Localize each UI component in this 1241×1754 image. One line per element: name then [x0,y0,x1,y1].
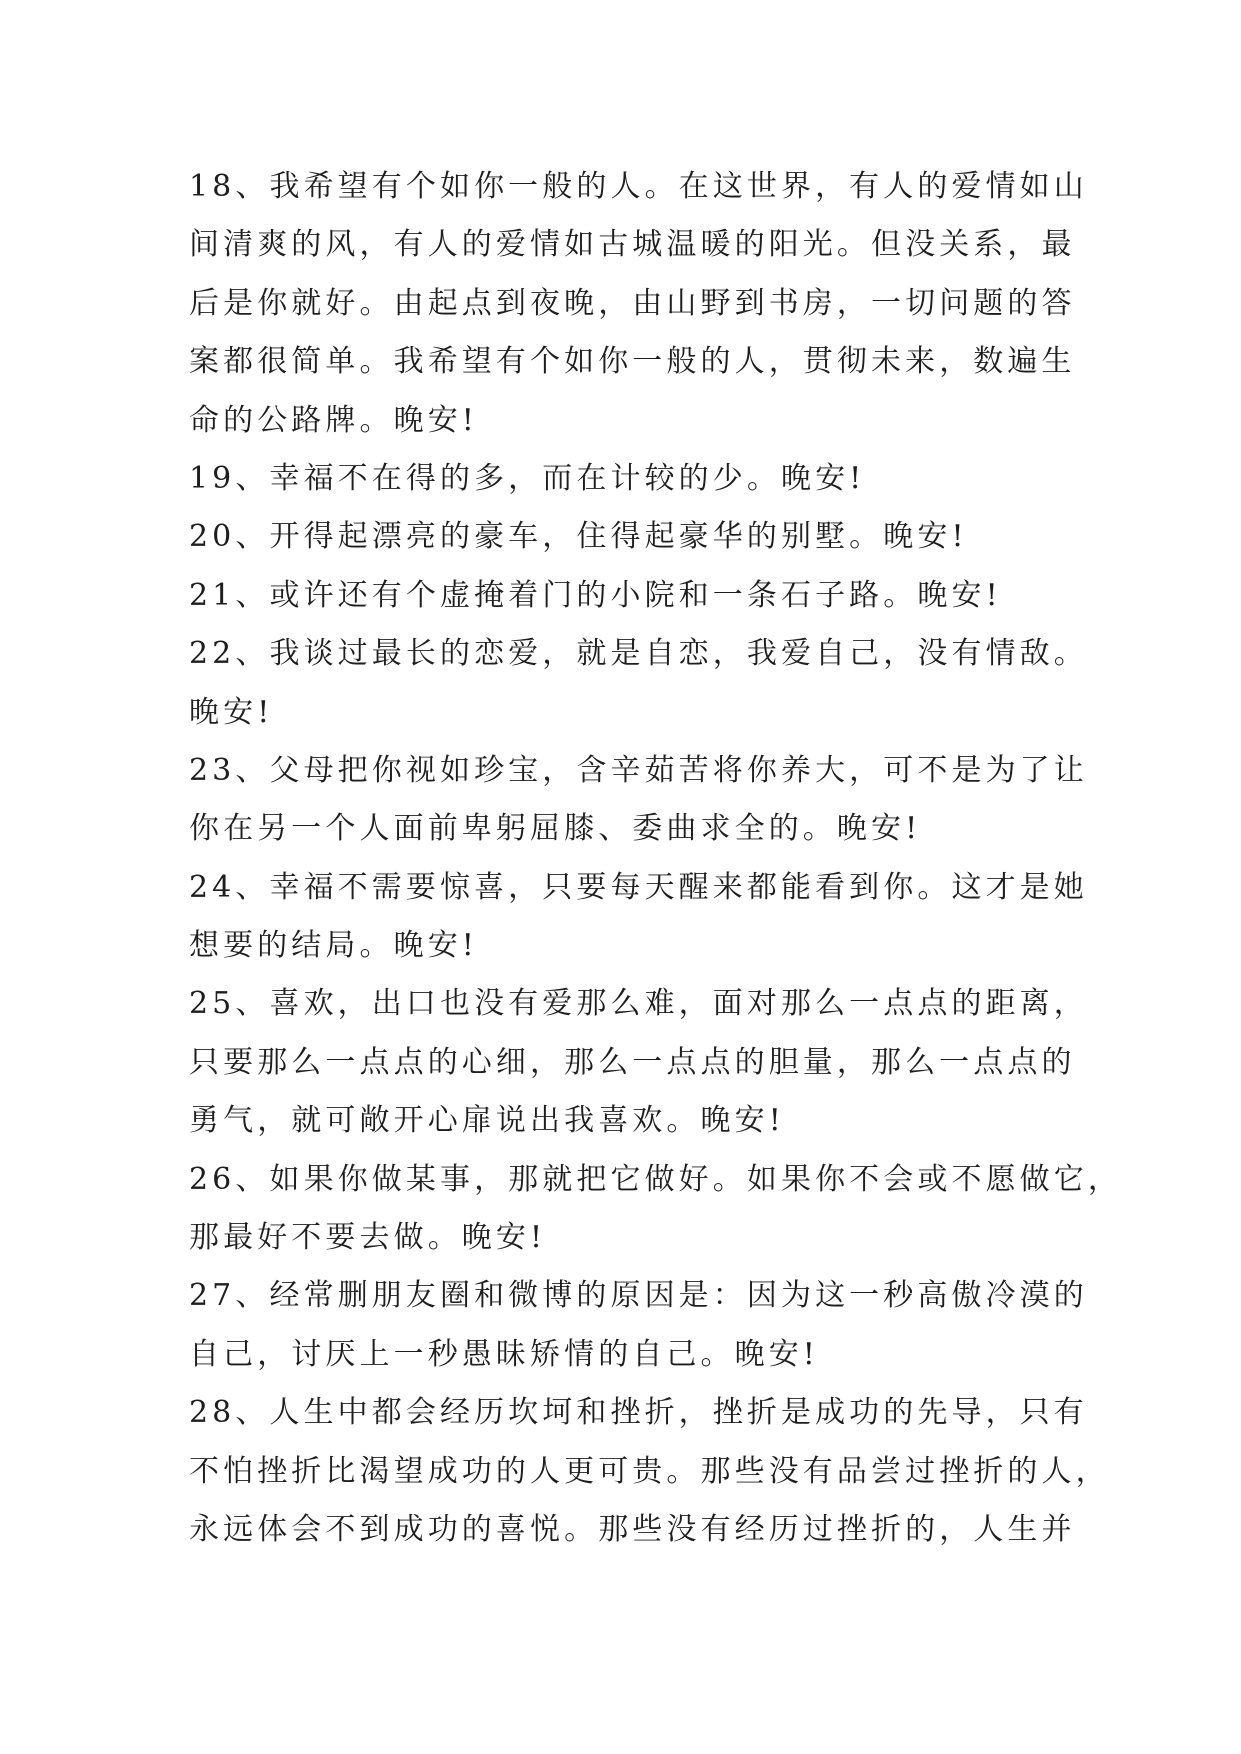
text-line-7: 20、开得起漂亮的豪车，住得起豪华的别墅。晚安! [189,519,968,555]
text-line-8: 21、或许还有个虚掩着门的小院和一条石子路。晚安! [189,577,1002,613]
text-line-18: 26、如果你做某事，那就把它做好。如果你不会或不愿做它， [189,1161,1122,1197]
text-line-4: 案都很简单。我希望有个如你一般的人，贯彻未来，数遍生 [189,344,1076,380]
text-line-20: 27、经常删朋友圈和微博的原因是：因为这一秒高傲冷漠的 [189,1278,1088,1314]
text-line-1: 18、我希望有个如你一般的人。在这世界，有人的爱情如山 [189,169,1088,204]
text-line-21: 自己，讨厌上一秒愚昧矫情的自己。晚安! [189,1336,819,1372]
text-line-10: 晚安! [189,694,274,730]
text-line-19: 那最好不要去做。晚安! [189,1220,547,1256]
text-line-16: 只要那么一点点的心细，那么一点点的胆量，那么一点点的 [189,1044,1076,1080]
text-line-12: 你在另一个人面前卑躬屈膝、委曲求全的。晚安! [189,811,922,847]
text-line-17: 勇气，就可敞开心扉说出我喜欢。晚安! [189,1103,785,1139]
text-line-3: 后是你就好。由起点到夜晚，由山野到书房，一切问题的答 [189,285,1076,321]
text-line-13: 24、幸福不需要惊喜，只要每天醒来都能看到你。这才是她 [189,869,1088,905]
document-body [189,158,1122,1559]
text-line-9: 22、我谈过最长的恋爱，就是自恋，我爱自己，没有情敌。 [189,636,1088,672]
text-line-11: 23、父母把你视如珍宝，含辛茹苦将你养大，可不是为了让 [189,752,1088,788]
text-line-14: 想要的结局。晚安! [189,928,478,964]
text-line-23: 不怕挫折比渴望成功的人更可贵。那些没有品尝过挫折的人， [189,1453,1110,1489]
text-line-6: 19、幸福不在得的多，而在计较的少。晚安! [189,460,866,496]
text-line-15: 25、喜欢，出口也没有爱那么难，面对那么一点点的距离， [189,986,1088,1022]
text-line-2: 间清爽的风，有人的爱情如古城温暖的阳光。但没关系，最 [189,227,1076,263]
text-line-24: 永远体会不到成功的喜悦。那些没有经历过挫折的，人生并 [189,1511,1076,1547]
text-line-5: 命的公路牌。晚安! [189,402,478,438]
text-line-22: 28、人生中都会经历坎坷和挫折，挫折是成功的先导，只有 [189,1395,1088,1431]
